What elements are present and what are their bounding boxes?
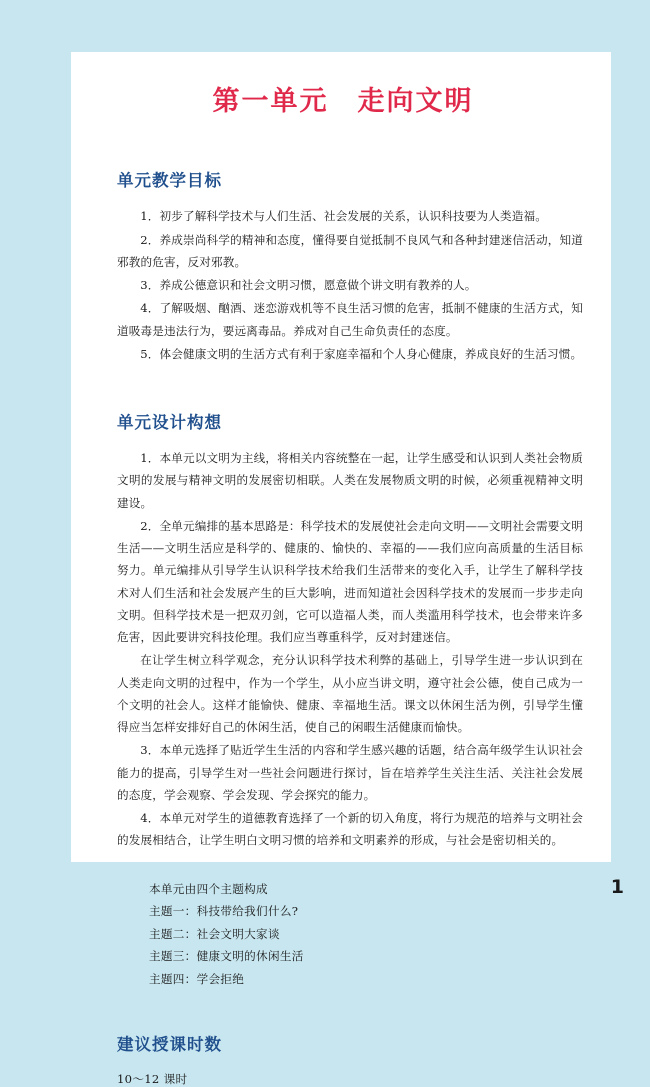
theme-list — [101, 878, 585, 991]
section-heading-suggested-hours: 建议授课时数 — [117, 1034, 222, 1054]
design-paragraph: 4．本单元对学生的道德教育选择了一个新的切入角度，将行为规范的培养与文明社会的发展相结合，让学生明白文明习惯的培养和文明素养的形成，与社会是密切相关的。 — [117, 811, 583, 848]
goal-item: 4．了解吸烟、酗酒、迷恋游戏机等不良生活习惯的危害，抵制不健康的生活方式，知道吸毒是违法行为，要远离毒品。养成对自己生命负责任的态度。 — [117, 301, 583, 338]
theme-list-item: 主题三：健康文明的休闲生活 — [149, 949, 304, 964]
page-title: 第一单元 走向文明 — [212, 86, 474, 117]
design-paragraph: 在让学生树立科学观念，充分认识科学技术利弊的基础上，引导学生进一步认识到在人类走向文明的过程中，作为一个学生，从小应当讲文明，遵守社会公德，使自己成为一个文明的社会人。这样才能愉快、健康、幸福地生活。课文以休闲生活为例，引导学生懂得应当怎样安排好自己的休闲生活，使自己的闲暇生活健康而愉快。 — [117, 653, 583, 735]
design-paragraph: 2．全单元编排的基本思路是：科学技术的发展使社会走向文明——文明社会需要文明生活——文明生活应是科学的、健康的、愉快的、幸福的——我们应向高质量的生活目标努力。单元编排从引导学生认识科学技术给我们生活带来的变化入手，让学生了解科学技术对人们生活和社会发展产生的巨大影响，进而知道社会因科学技术的发展而一步步走向文明。但科学技术是一把双刃剑，它可以造福人类，而人类滥用科学技术，也会带来许多危害，因此要讲究科技伦理。我们应当尊重科学，反对封建迷信。 — [117, 518, 583, 645]
goal-item: 3．养成公德意识和社会文明习惯，愿意做个讲文明有教养的人。 — [140, 278, 477, 293]
section-body-design-concept — [101, 447, 585, 852]
page-content — [101, 52, 585, 1087]
section-body-teaching-goals — [101, 205, 585, 365]
design-paragraph: 1．本单元以文明为主线，将相关内容统整在一起，让学生感受和认识到人类社会物质文明的发展与精神文明的发展密切相联。人类在发展物质文明的时候，必须重视精神文明建设。 — [117, 451, 583, 510]
section-heading-teaching-goals: 单元教学目标 — [117, 171, 222, 191]
goal-item: 1．初步了解科学技术与人们生活、社会发展的关系，认识科技要为人类造福。 — [140, 209, 548, 224]
suggested-hours-value: 10～12 课时 — [117, 1071, 188, 1086]
goal-item: 2．养成崇尚科学的精神和态度，懂得要自觉抵制不良风气和各种封建迷信活动，知道邪教的危害，反对邪教。 — [117, 232, 583, 269]
theme-list-item: 主题四：学会拒绝 — [149, 972, 245, 987]
design-paragraph: 3．本单元选择了贴近学生生活的内容和学生感兴趣的话题，结合高年级学生认识社会能力的提高，引导学生对一些社会问题进行探讨，旨在培养学生关注生活、关注社会发展的态度，学会观察、学会发现、学会探究的能力。 — [117, 743, 583, 802]
section-heading-design-concept: 单元设计构想 — [117, 413, 222, 433]
goal-item: 5．体会健康文明的生活方式有利于家庭幸福和个人身心健康，养成良好的生活习惯。 — [140, 346, 583, 361]
theme-list-item: 主题二：社会文明大家谈 — [149, 926, 280, 941]
page-sheet — [71, 52, 611, 1086]
page-number: 1 — [610, 876, 624, 898]
theme-list-item: 主题一：科技带给我们什么? — [149, 904, 299, 919]
theme-list-intro: 本单元由四个主题构成 — [149, 881, 268, 896]
